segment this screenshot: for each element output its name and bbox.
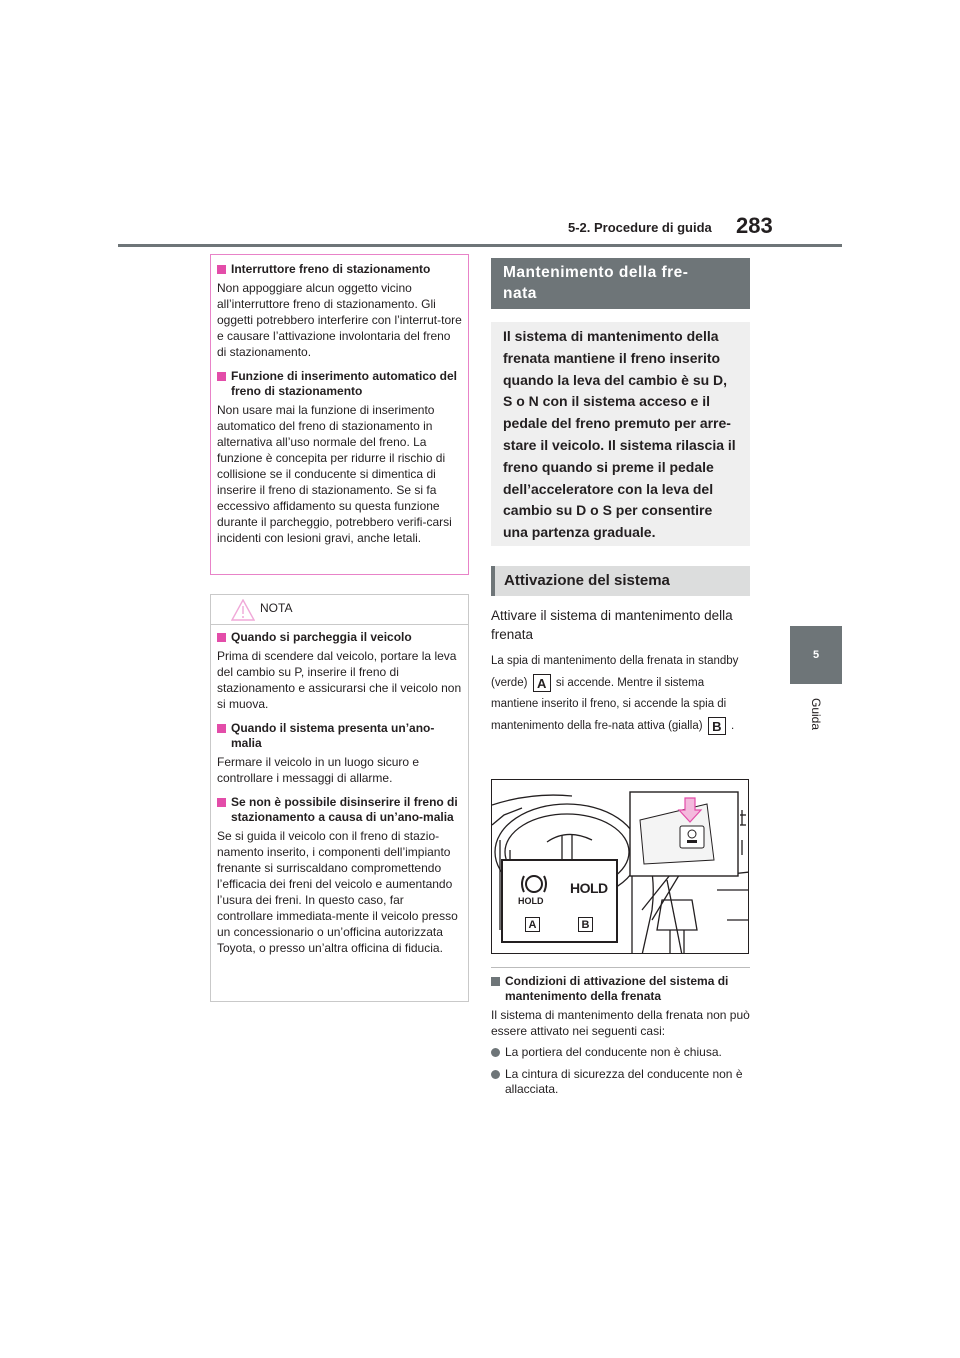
- condition-item: La portiera del conducente non è chiusa.: [491, 1045, 750, 1060]
- note-heading-3: Se non è possibile disinserire il freno di stazionamento a causa di un’ano-malia: [217, 795, 462, 825]
- note-text-3: Se si guida il veicolo con il freno di stazio-namento inserito, i componenti dell’impianto frenante si surriscaldano compromettendo l’efficacia dei freni del veicolo e aumentando l’usura dei freni. In questo caso, far controllare immediata-mente il veicolo presso un concessionario o un’officina autorizzata Toyota, o presso un’altra officina di fiducia.: [217, 829, 458, 955]
- conditions-heading: Condizioni di attivazione del sistema di mantenimento della frenata: [491, 974, 750, 1004]
- chapter-label-text: Guida: [809, 697, 823, 731]
- note-box: [210, 594, 469, 1002]
- note-title: NOTA: [260, 601, 293, 615]
- warning-text-1: Non appoggiare alcun oggetto vicino all’interruttore freno di stazionamento. Gli oggetti potrebbero interferire con l’interrut-tore e causare l’attivazione involontaria del freno di stazionamento.: [217, 281, 462, 359]
- section-heading: [491, 258, 750, 309]
- note-text-1: Prima di scendere dal veicolo, portare la leva del cambio su P, inserire il freno di stazionamento e assicurarsi che il veicolo non si muova.: [217, 649, 462, 711]
- warning-text-2: Non usare mai la funzione di inserimento automatico del freno di stazionamento in alternativa all’uso normale del freno. La funzione è concepita per ridurre il rischio di collisione se il conducente si dimentica di inserire il freno di stazionamento. Se si fa eccessivo affidamento su questa funzione durante il parcheggio, potrebbero verifi-carsi incidenti con lesioni gravi, anche letali.: [217, 403, 452, 545]
- label-b-badge: B: [708, 717, 726, 735]
- hold-switch-illustration: [491, 779, 749, 954]
- chapter-tab: [790, 626, 842, 684]
- note-heading-1: Quando si parcheggia il veicolo: [217, 630, 462, 645]
- figure-label-a: A: [525, 917, 540, 932]
- intro-text: Il sistema di mantenimento della frenata mantiene il freno inserito quando la leva del cambio è su D, S o N con il sistema acceso e il pedale del freno premuto per arre-stare il veicolo. Il sistema rilascia il freno quando si preme il pedale dell’acceleratore con la leva del cambio su D o S per consentire una partenza graduale.: [503, 328, 736, 541]
- activation-desc-part2: si accende. Mentre il sistema mantiene inserito il freno, si accende la spia di mantenimento della fre-nata attiva (gialla): [491, 676, 727, 732]
- activation-heading: Attivazione del sistema: [491, 566, 750, 596]
- chapter-label: [790, 694, 842, 734]
- note-text-2: Fermare il veicolo in un luogo sicuro e controllare i messaggi di allarme.: [217, 755, 420, 785]
- note-heading-2: Quando il sistema presenta un’ano-malia: [217, 721, 462, 751]
- section-heading-line1: Mantenimento della fre-: [503, 264, 689, 281]
- section-title: 5-2. Procedure di guida: [568, 220, 712, 235]
- activation-desc-part1: La spia di mantenimento della frenata in standby (verde): [491, 655, 739, 689]
- conditions-section: [491, 974, 750, 1104]
- activation-description: [491, 651, 750, 737]
- header-divider: [118, 244, 842, 247]
- activation-desc-part3: .: [731, 719, 735, 732]
- label-a-badge: A: [533, 674, 551, 692]
- section-heading-line2: nata: [503, 285, 537, 302]
- figure-label-b: B: [578, 917, 593, 932]
- conditions-intro: Il sistema di mantenimento della frenata non può essere attivato nei seguenti casi:: [491, 1008, 750, 1038]
- warning-heading-2: Funzione di inserimento automatico del freno di stazionamento: [217, 369, 462, 399]
- hold-standby-icon: [520, 872, 548, 896]
- page-number: 283: [736, 213, 773, 238]
- hold-active-text: HOLD: [570, 880, 608, 896]
- warning-heading-1: Interruttore freno di stazionamento: [217, 262, 462, 277]
- condition-item: La cintura di sicurezza del conducente non è allacciata.: [491, 1067, 750, 1097]
- hold-standby-caption: HOLD: [518, 896, 544, 906]
- activation-subtitle: Attivare il sistema di mantenimento della frenata: [491, 608, 733, 642]
- intro-box: [491, 322, 750, 546]
- note-header: [211, 595, 468, 625]
- caution-triangle-icon: [231, 599, 255, 621]
- conditions-divider: [491, 967, 750, 968]
- warning-box: [210, 254, 469, 575]
- chapter-number: 5: [812, 649, 820, 661]
